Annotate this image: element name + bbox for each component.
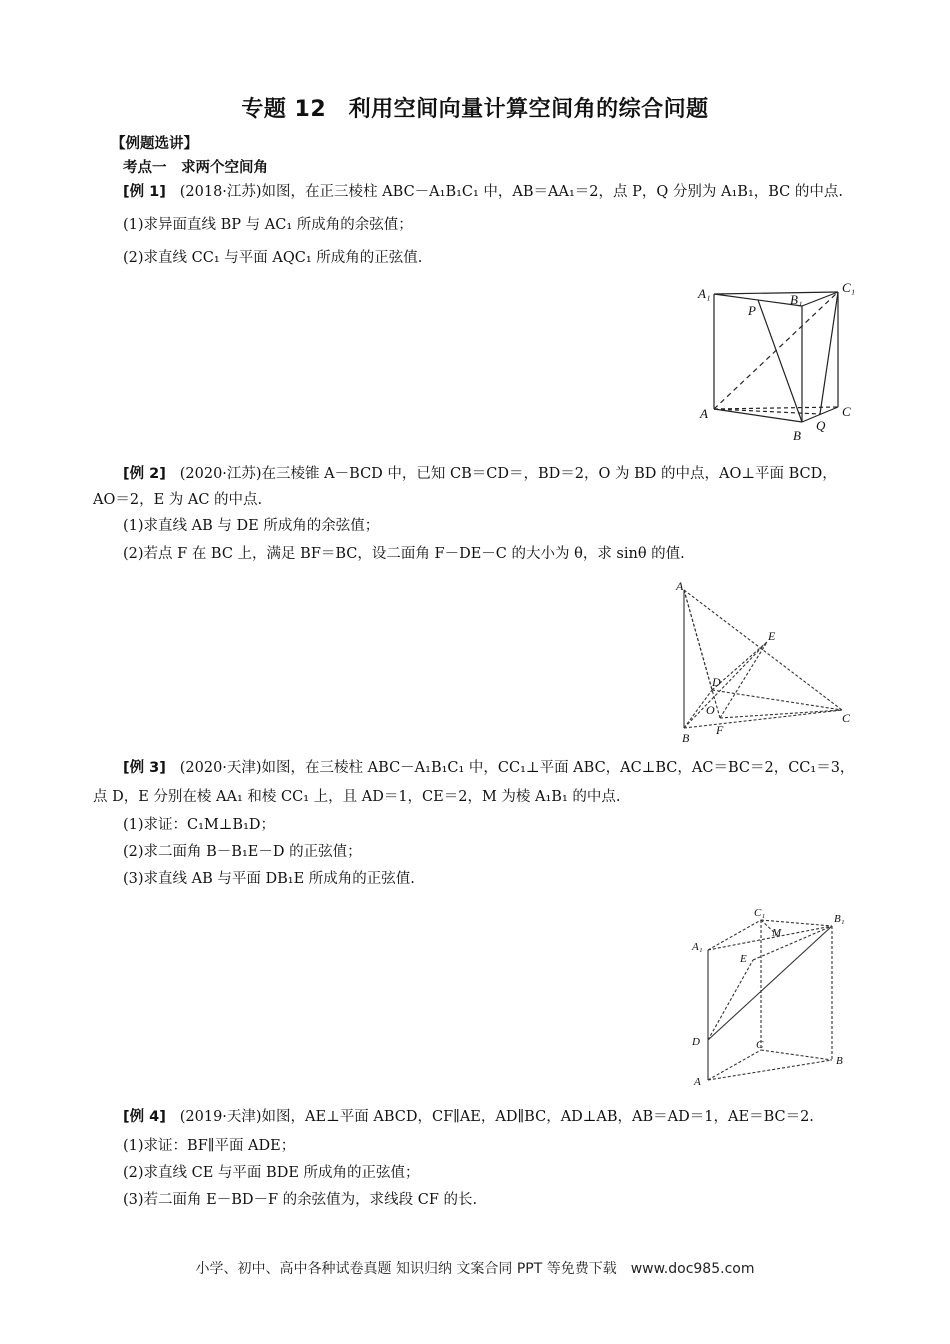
label-b: B bbox=[836, 1055, 843, 1067]
section-header: 【例题选讲】 bbox=[111, 136, 198, 152]
label-a: A bbox=[700, 406, 708, 421]
example-1-figure bbox=[692, 278, 872, 448]
example-3-line-1: [例 3] (2020·天津)如图，在三棱柱 ABC－A₁B₁C₁ 中，CC₁⊥平面 ABC，AC⊥BC，AC＝BC＝2，CC₁＝3， bbox=[123, 760, 855, 776]
example-1-line-1: [例 1] (2018·江苏)如图，在正三棱柱 ABC－A₁B₁C₁ 中，AB＝AA₁＝2，点 P，Q 分别为 A₁B₁，BC 的中点. bbox=[123, 184, 843, 200]
label-b1: B₁ bbox=[790, 292, 803, 307]
example-4-line-3: (2)求直线 CE 与平面 BDE 所成角的正弦值； bbox=[123, 1165, 420, 1181]
example-4-line-2: (1)求证：BF∥平面 ADE； bbox=[123, 1138, 296, 1154]
example-2-line-3: (1)求直线 AB 与 DE 所成角的余弦值； bbox=[123, 518, 380, 534]
example-1-line-3: (2)求直线 CC₁ 与平面 AQC₁ 所成角的正弦值. bbox=[123, 250, 423, 266]
label-e: E bbox=[768, 629, 776, 643]
example-3-label: [例 3] bbox=[123, 760, 166, 776]
label-p: P bbox=[748, 303, 756, 318]
label-b: B bbox=[793, 428, 801, 443]
segment-pb bbox=[758, 300, 802, 422]
segment-ac1 bbox=[714, 292, 838, 409]
label-c: C bbox=[756, 1039, 764, 1051]
example-3-line-4: (2)求二面角 B－B₁E－D 的正弦值； bbox=[123, 844, 362, 860]
example-2-label: [例 2] bbox=[123, 466, 166, 482]
label-o: O bbox=[706, 703, 715, 717]
footer: 小学、初中、高中各种试卷真题 知识归纳 文案合同 PPT 等免费下载 www.doc985.com bbox=[195, 1261, 755, 1277]
example-1-label: [例 1] bbox=[123, 184, 166, 200]
example-4-line-4: (3)若二面角 E－BD－F 的余弦值为，求线段 CF 的长. bbox=[123, 1192, 478, 1208]
label-a: A bbox=[676, 579, 684, 593]
label-e: E bbox=[740, 953, 747, 965]
example-2-line-1: [例 2] (2020·江苏)在三棱锥 A－BCD 中，已知 CB＝CD＝，BD＝2，O 为 BD 的中点，AO⊥平面 BCD， bbox=[123, 466, 837, 482]
label-m: M bbox=[772, 927, 782, 939]
label-f: F bbox=[716, 723, 724, 737]
edge-b1c1 bbox=[802, 292, 838, 306]
label-c: C bbox=[842, 404, 851, 419]
page-title: 专题 12 利用空间向量计算空间角的综合问题 bbox=[241, 97, 709, 122]
example-1-line-2: (1)求异面直线 BP 与 AC₁ 所成角的余弦值； bbox=[123, 217, 413, 233]
label-c1: C₁ bbox=[754, 907, 766, 919]
label-a1: A₁ bbox=[692, 941, 703, 953]
example-4-label: [例 4] bbox=[123, 1109, 166, 1125]
example-4-line-1: [例 4] (2019·天津)如图，AE⊥平面 ABCD，CF∥AE，AD∥BC，AD⊥AB，AB＝AD＝1，AE＝BC＝2. bbox=[123, 1109, 814, 1125]
label-d: D bbox=[712, 675, 721, 689]
example-2-line-4: (2)若点 F 在 BC 上，满足 BF＝BC，设二面角 F－DE－C 的大小为 θ，求 sinθ 的值. bbox=[123, 546, 685, 562]
edge-a1c1 bbox=[714, 292, 838, 294]
label-c1: C₁ bbox=[842, 280, 856, 295]
example-3-line-5: (3)求直线 AB 与平面 DB₁E 所成角的正弦值. bbox=[123, 871, 415, 887]
subsection-title: 考点一 求两个空间角 bbox=[123, 160, 268, 176]
example-3-figure bbox=[688, 900, 858, 1090]
example-2-figure bbox=[672, 578, 862, 748]
edge-ac bbox=[714, 407, 838, 409]
example-2-line-2: AO＝2，E 为 AC 的中点. bbox=[93, 492, 263, 508]
label-d: D bbox=[692, 1036, 700, 1048]
label-a: A bbox=[694, 1076, 701, 1088]
label-b1: B₁ bbox=[834, 913, 845, 925]
label-c: C bbox=[842, 711, 851, 725]
segment-c1q bbox=[820, 292, 838, 414]
label-b: B bbox=[682, 731, 690, 745]
example-3-line-2: 点 D，E 分别在棱 AA₁ 和棱 CC₁ 上，且 AD＝1，CE＝2，M 为棱 A₁B₁ 的中点. bbox=[93, 789, 621, 805]
label-a1: A₁ bbox=[698, 286, 711, 301]
label-q: Q bbox=[816, 418, 826, 433]
example-3-line-3: (1)求证：C₁M⊥B₁D； bbox=[123, 817, 276, 833]
